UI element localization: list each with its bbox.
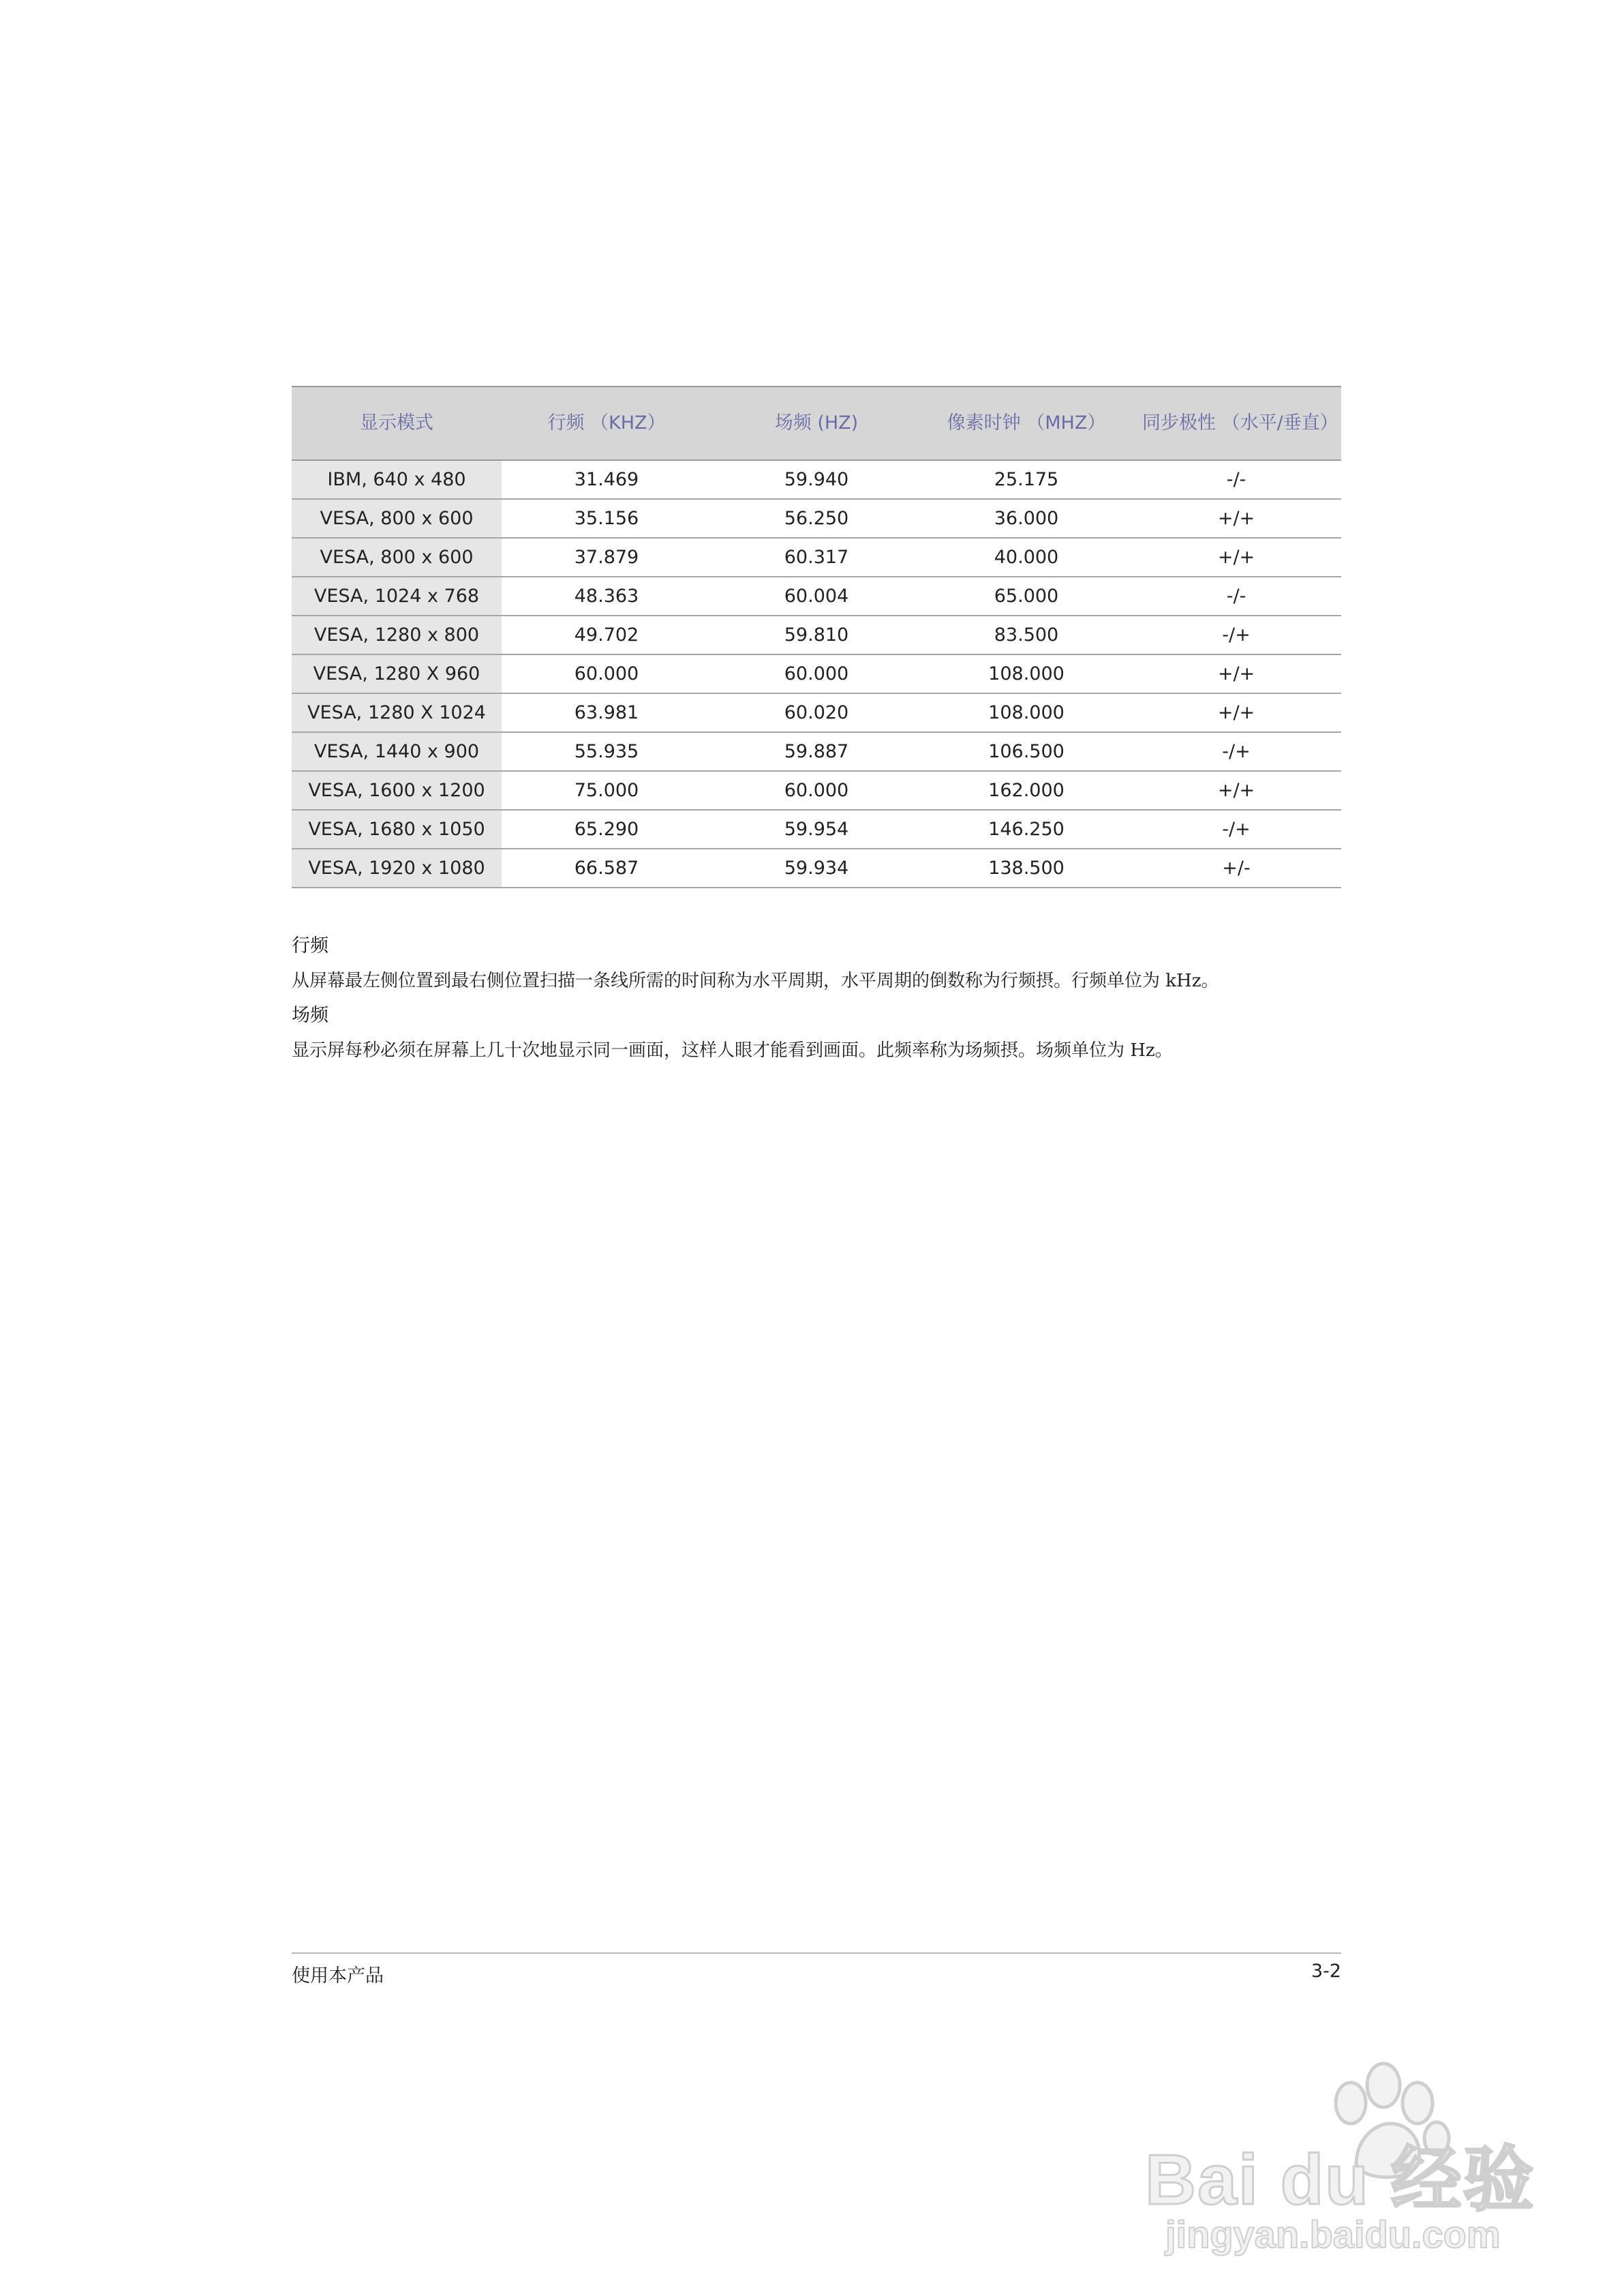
- cell-vertical-frequency: 60.020: [711, 693, 921, 732]
- cell-pixel-clock: 25.175: [921, 460, 1131, 499]
- cell-vertical-frequency: 60.317: [711, 538, 921, 577]
- cell-pixel-clock: 106.500: [921, 732, 1131, 771]
- footer-page-number: 3-2: [1311, 1961, 1341, 1982]
- cell-horizontal-frequency: 31.469: [502, 460, 711, 499]
- cell-horizontal-frequency: 37.879: [502, 538, 711, 577]
- display-modes-table-container: [292, 386, 1341, 888]
- cell-sync-polarity: -/-: [1131, 460, 1341, 499]
- cell-display-mode: VESA, 1280 x 800: [292, 616, 502, 654]
- cell-display-mode: VESA, 1680 x 1050: [292, 810, 502, 849]
- cell-pixel-clock: 40.000: [921, 538, 1131, 577]
- cell-vertical-frequency: 60.000: [711, 654, 921, 693]
- cell-display-mode: VESA, 1280 X 1024: [292, 693, 502, 732]
- cell-vertical-frequency: 56.250: [711, 499, 921, 538]
- cell-horizontal-frequency: 35.156: [502, 499, 711, 538]
- horizontal-frequency-description: 从屏幕最左侧位置到最右侧位置扫描一条线所需的时间称为水平周期，水平周期的倒数称为行频摂。行频单位为 kHz。: [292, 971, 1219, 991]
- cell-pixel-clock: 83.500: [921, 616, 1131, 654]
- cell-vertical-frequency: 59.887: [711, 732, 921, 771]
- table-row: [292, 460, 1341, 499]
- cell-display-mode: VESA, 800 x 600: [292, 538, 502, 577]
- cell-display-mode: IBM, 640 x 480: [292, 460, 502, 499]
- cell-pixel-clock: 146.250: [921, 810, 1131, 849]
- cell-sync-polarity: +/+: [1131, 538, 1341, 577]
- cell-display-mode: VESA, 1600 x 1200: [292, 771, 502, 810]
- cell-pixel-clock: 108.000: [921, 654, 1131, 693]
- table-row: [292, 732, 1341, 771]
- table-row: [292, 577, 1341, 616]
- cell-horizontal-frequency: 65.290: [502, 810, 711, 849]
- cell-pixel-clock: 36.000: [921, 499, 1131, 538]
- cell-vertical-frequency: 59.810: [711, 616, 921, 654]
- cell-vertical-frequency: 59.954: [711, 810, 921, 849]
- table-row: [292, 771, 1341, 810]
- table-row: [292, 538, 1341, 577]
- cell-horizontal-frequency: 63.981: [502, 693, 711, 732]
- table-row: [292, 654, 1341, 693]
- cell-sync-polarity: +/+: [1131, 693, 1341, 732]
- cell-sync-polarity: -/+: [1131, 810, 1341, 849]
- cell-sync-polarity: -/+: [1131, 732, 1341, 771]
- footer-divider: [292, 1952, 1341, 1954]
- cell-horizontal-frequency: 55.935: [502, 732, 711, 771]
- cell-pixel-clock: 138.500: [921, 849, 1131, 888]
- cell-sync-polarity: +/+: [1131, 654, 1341, 693]
- table-row: [292, 616, 1341, 654]
- cell-horizontal-frequency: 66.587: [502, 849, 711, 888]
- cell-sync-polarity: +/+: [1131, 771, 1341, 810]
- cell-vertical-frequency: 59.940: [711, 460, 921, 499]
- baidu-jingyan-watermark: [1145, 2055, 1554, 2274]
- cell-pixel-clock: 162.000: [921, 771, 1131, 810]
- cell-vertical-frequency: 60.004: [711, 577, 921, 616]
- watermark-url-text: jingyan.baidu.com: [1165, 2213, 1501, 2256]
- header-horizontal-frequency: 行频 （KHZ）: [502, 387, 711, 460]
- cell-pixel-clock: 108.000: [921, 693, 1131, 732]
- cell-display-mode: VESA, 1280 X 960: [292, 654, 502, 693]
- cell-horizontal-frequency: 48.363: [502, 577, 711, 616]
- table-header-row: [292, 387, 1341, 460]
- cell-sync-polarity: -/+: [1131, 616, 1341, 654]
- footer-section-title: 使用本产品: [292, 1965, 384, 1987]
- cell-display-mode: VESA, 800 x 600: [292, 499, 502, 538]
- table-row: [292, 693, 1341, 732]
- header-sync-polarity: 同步极性 （水平/垂直）: [1131, 387, 1341, 460]
- vertical-frequency-description: 显示屏每秒必须在屏幕上几十次地显示同一画面，这样人眼才能看到画面。此频率称为场频摂。场频单位为 Hz。: [292, 1040, 1173, 1061]
- cell-sync-polarity: +/-: [1131, 849, 1341, 888]
- table-body: [292, 460, 1341, 888]
- watermark-brand-text: Bai du 经验: [1145, 2141, 1535, 2220]
- header-display-mode: 显示模式: [292, 387, 502, 460]
- cell-horizontal-frequency: 60.000: [502, 654, 711, 693]
- display-modes-table: [292, 386, 1341, 888]
- cell-pixel-clock: 65.000: [921, 577, 1131, 616]
- cell-display-mode: VESA, 1024 x 768: [292, 577, 502, 616]
- cell-sync-polarity: +/+: [1131, 499, 1341, 538]
- cell-vertical-frequency: 59.934: [711, 849, 921, 888]
- cell-horizontal-frequency: 49.702: [502, 616, 711, 654]
- header-vertical-frequency: 场频 (HZ): [711, 387, 921, 460]
- table-row: [292, 849, 1341, 888]
- cell-display-mode: VESA, 1440 x 900: [292, 732, 502, 771]
- table-header: [292, 387, 1341, 460]
- horizontal-frequency-heading: 行频: [292, 935, 328, 956]
- vertical-frequency-heading: 场频: [292, 1005, 328, 1026]
- cell-sync-polarity: -/-: [1131, 577, 1341, 616]
- cell-display-mode: VESA, 1920 x 1080: [292, 849, 502, 888]
- cell-vertical-frequency: 60.000: [711, 771, 921, 810]
- cell-horizontal-frequency: 75.000: [502, 771, 711, 810]
- table-row: [292, 810, 1341, 849]
- frequency-notes: [292, 930, 1355, 1069]
- table-row: [292, 499, 1341, 538]
- header-pixel-clock: 像素时钟 （MHZ）: [921, 387, 1131, 460]
